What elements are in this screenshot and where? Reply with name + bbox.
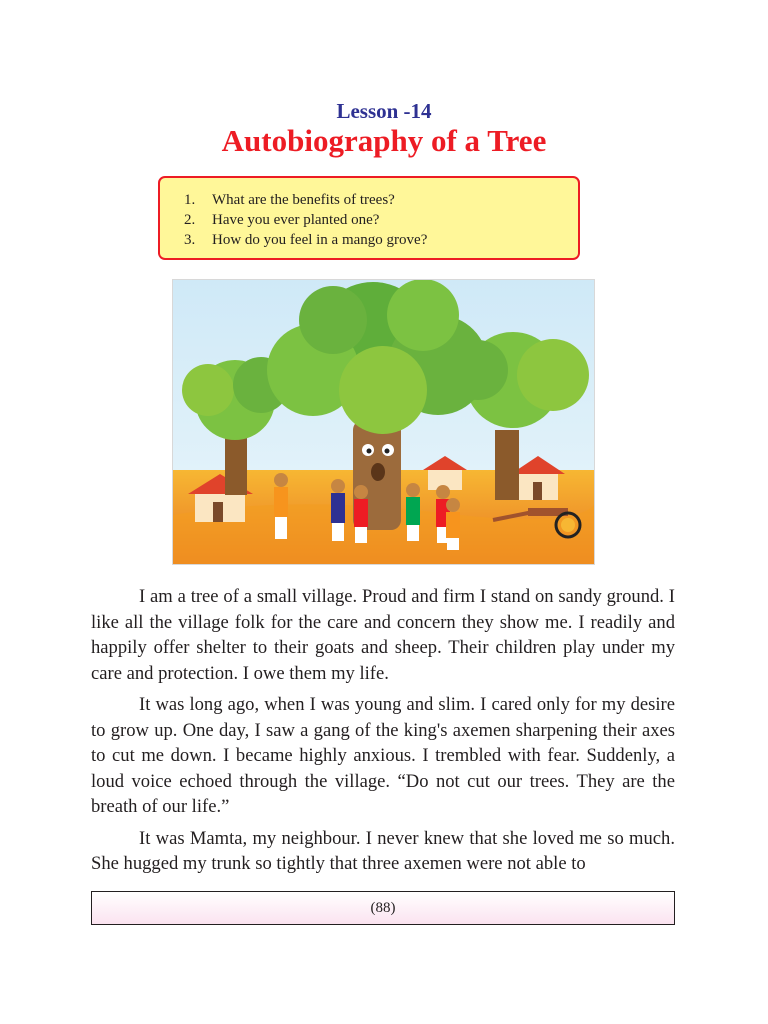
question-list: [184, 190, 578, 250]
story-paragraph: I am a tree of a small village. Proud and firm I stand on sandy ground. I like all the village folk for the care and concern they show me. I readily and happily offer shelter to their goats and sheep. Their children play under my care and protection. I owe them my life.: [91, 586, 675, 684]
story-text: [91, 584, 675, 883]
story-paragraph: It was long ago, when I was young and slim. I cared only for my desire to grow up. One day, I saw a gang of the king's axemen sharpening their axes to cut me down. I became highly anxious. I trembled with fear. Suddenly, a loud voice echoed through the village. “Do not cut our trees. They are the breath of our life.”: [91, 694, 675, 817]
question-item: [184, 190, 578, 210]
question-number: 3.: [184, 232, 196, 248]
page-number: (88): [91, 891, 675, 925]
lesson-title: Autobiography of a Tree: [221, 123, 547, 158]
story-paragraph: It was Mamta, my neighbour. I never knew that she loved me so much. She hugged my trunk so tightly that three axemen were not able to: [91, 827, 675, 874]
question-text: Have you ever planted one?: [212, 212, 380, 228]
tree-illustration: [172, 279, 595, 565]
question-item: [184, 230, 578, 250]
questions-box: [158, 176, 580, 260]
lesson-number: Lesson -14: [336, 99, 432, 123]
question-text: What are the benefits of trees?: [212, 192, 395, 208]
question-item: [184, 210, 578, 230]
question-number: 1.: [184, 192, 196, 208]
village-tree-scene: [173, 280, 594, 564]
question-number: 2.: [184, 212, 196, 228]
question-text: How do you feel in a mango grove?: [212, 232, 428, 248]
